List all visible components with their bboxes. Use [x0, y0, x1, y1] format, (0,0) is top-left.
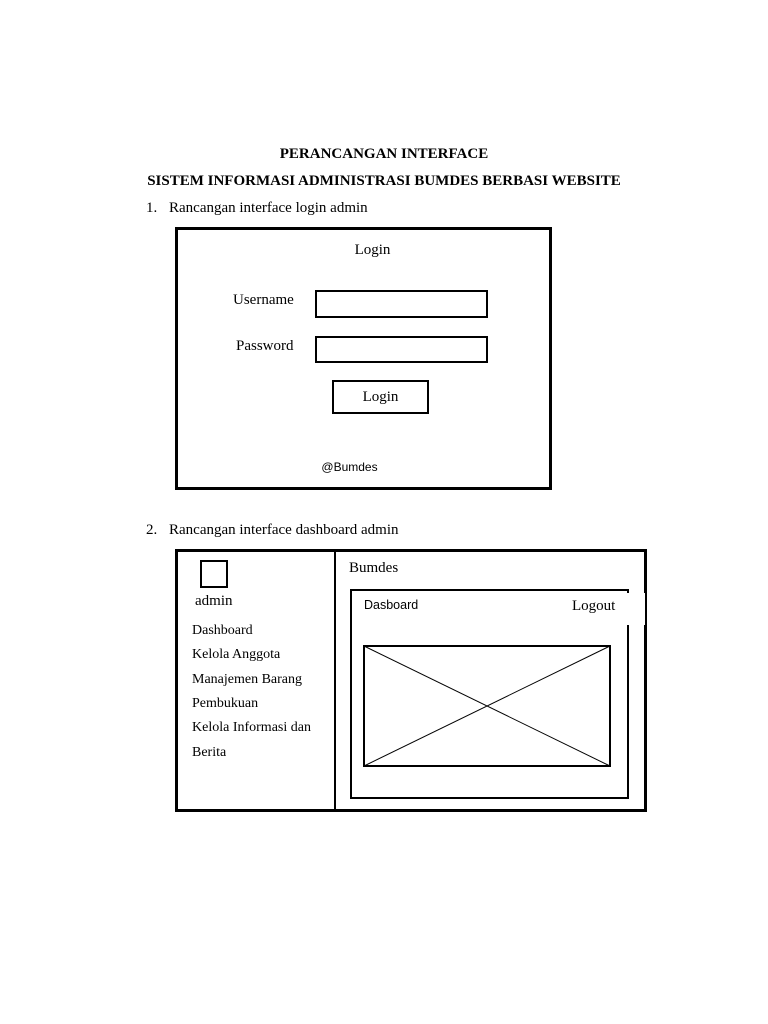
- sidebar-divider: [334, 549, 336, 812]
- image-placeholder: [363, 645, 611, 767]
- login-footer: @Bumdes: [321, 460, 378, 474]
- sidebar-item-dashboard[interactable]: Dashboard: [192, 623, 253, 638]
- logout-link[interactable]: Logout: [572, 598, 616, 614]
- section1-number: 1.: [146, 200, 158, 216]
- sidebar-item-pembukuan[interactable]: Pembukuan: [192, 696, 259, 711]
- section2-number: 2.: [146, 522, 158, 538]
- sidebar-item-manajemen-barang[interactable]: Manajemen Barang: [192, 672, 303, 687]
- page-label: Dasboard: [364, 598, 419, 612]
- sidebar-item-kelola-informasi[interactable]: Kelola Informasi dan: [192, 720, 311, 735]
- panel-edge-gap: [625, 593, 645, 625]
- login-title: Login: [354, 242, 391, 258]
- brand-label: Bumdes: [349, 560, 399, 576]
- section1-heading: Rancangan interface login admin: [169, 200, 368, 216]
- admin-label: admin: [195, 593, 233, 609]
- section2-heading: Rancangan interface dashboard admin: [169, 522, 399, 538]
- password-label: Password: [236, 338, 294, 354]
- document-title: PERANCANGAN INTERFACE: [279, 146, 489, 162]
- sidebar-item-berita[interactable]: Berita: [192, 745, 227, 760]
- password-input[interactable]: [315, 336, 488, 363]
- avatar: [200, 560, 228, 588]
- sidebar-item-kelola-anggota[interactable]: Kelola Anggota: [192, 647, 281, 662]
- username-label: Username: [233, 292, 294, 308]
- login-button-label: Login: [362, 388, 399, 405]
- username-input[interactable]: [315, 290, 488, 318]
- document-subtitle: SISTEM INFORMASI ADMINISTRASI BUMDES BERBASI WEBSITE: [147, 173, 621, 189]
- login-button[interactable]: [332, 380, 429, 414]
